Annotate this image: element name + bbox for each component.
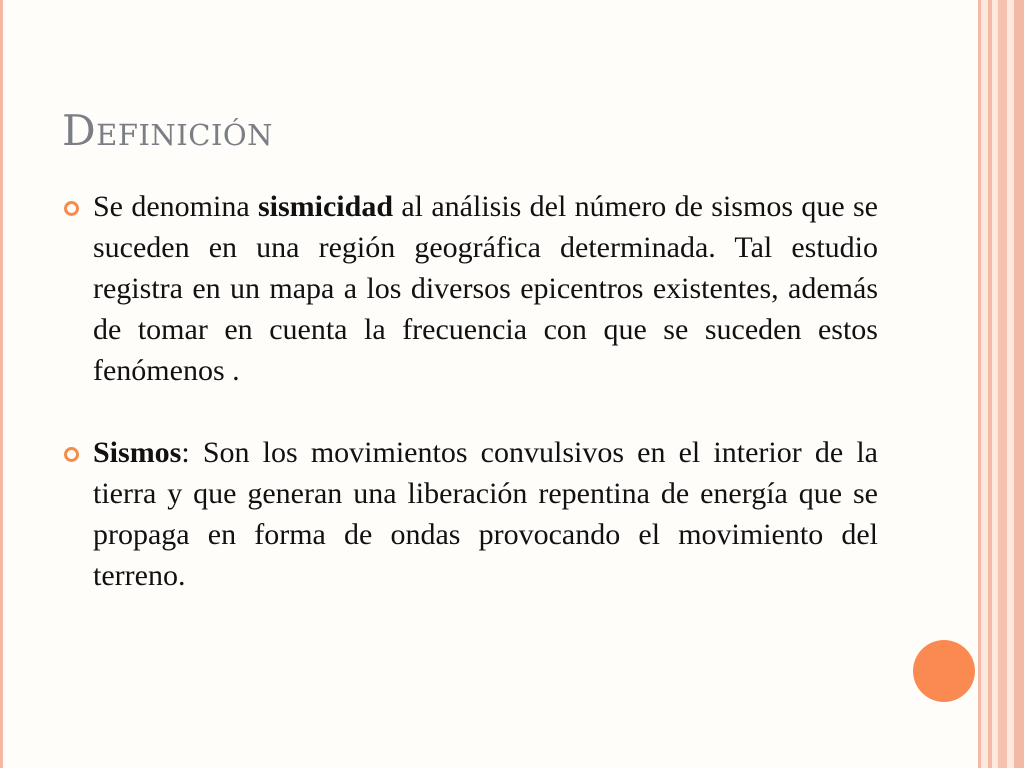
- bullet-text-before: Se denomina: [93, 190, 258, 223]
- bullet-ring-icon: [64, 447, 79, 462]
- right-border-stripe: [1014, 0, 1024, 768]
- right-border-stripe: [998, 0, 1007, 768]
- right-border-stripe: [981, 0, 988, 768]
- decorative-circle: [913, 640, 975, 702]
- bullet-item-sismicidad: [62, 186, 878, 391]
- bullet-bold-term: sismicidad: [257, 190, 394, 223]
- slide-content: [62, 186, 878, 596]
- bullet-text-after: : Son los movimientos convulsivos en el interior de la tierra y que generan una liberación repentina de energía que se propaga en forma de ondas provocando el movimiento del terreno.: [93, 436, 878, 592]
- bullet-item-sismos: [62, 432, 878, 596]
- bullet-ring-icon: [64, 201, 79, 216]
- bullet-text-after: al análisis del número de sismos que se suceden en una región geográfica determinada. Tal estudio registra en un mapa a los diversos epicentros existentes, además de tomar en cuenta la frecuencia con que se suceden estos fenómenos .: [93, 190, 878, 387]
- bullet-bold-term: Sismos: [93, 436, 182, 469]
- slide-title: Definición: [62, 106, 274, 155]
- left-edge-stripe: [0, 0, 3, 768]
- right-border-stripe: [1007, 0, 1014, 768]
